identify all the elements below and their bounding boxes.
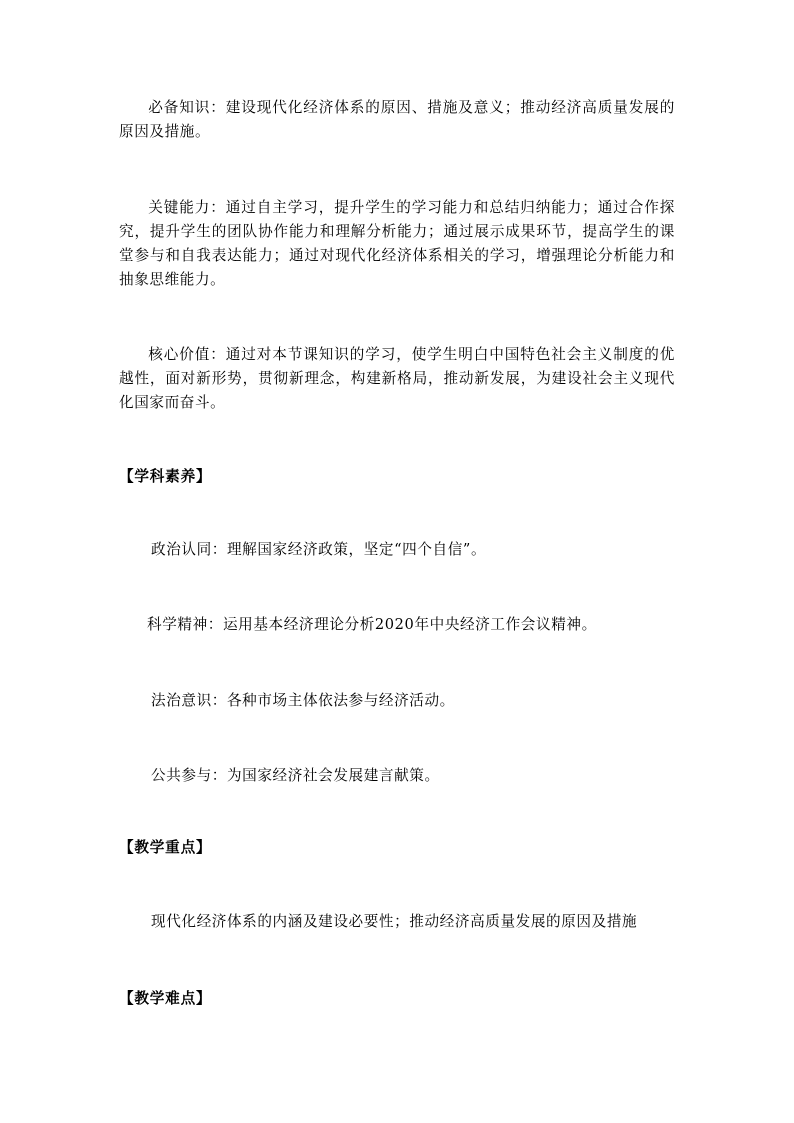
teaching-key-points-text: 现代化经济体系的内涵及建设必要性；推动经济高质量发展的原因及措施 [151, 913, 638, 930]
subject-literacy-heading: 【学科素养】 [119, 468, 212, 485]
literacy-item-public: 公共参与：为国家经济社会发展建言献策。 [151, 767, 440, 784]
key-ability-paragraph: 关键能力：通过自主学习，提升学生的学习能力和总结归纳能力；通过合作探究，提升学生的团队协作能力和理解分析能力；通过展示成果环节，提高学生的课堂参与和自我表达能力；通过对现代化经济体系相关的学习，增强理论分析能力和抽象思维能力。 [119, 199, 675, 288]
teaching-difficulties-heading: 【教学难点】 [119, 990, 212, 1007]
teaching-key-points-heading: 【教学重点】 [119, 839, 212, 856]
core-value-paragraph: 核心价值：通过对本节课知识的学习，使学生明白中国特色社会主义制度的优越性，面对新形势，贯彻新理念，构建新格局，推动新发展，为建设社会主义现代化国家而奋斗。 [119, 346, 675, 411]
essential-knowledge-paragraph: 必备知识：建设现代化经济体系的原因、措施及意义；推动经济高质量发展的原因及措施。 [119, 99, 675, 140]
literacy-item-science: 科学精神：运用基本经济理论分析2020年中央经济工作会议精神。 [147, 616, 597, 633]
literacy-item-law: 法治意识：各种市场主体依法参与经济活动。 [151, 692, 455, 709]
literacy-item-political: 政治认同：理解国家经济政策，坚定“四个自信”。 [151, 541, 487, 558]
